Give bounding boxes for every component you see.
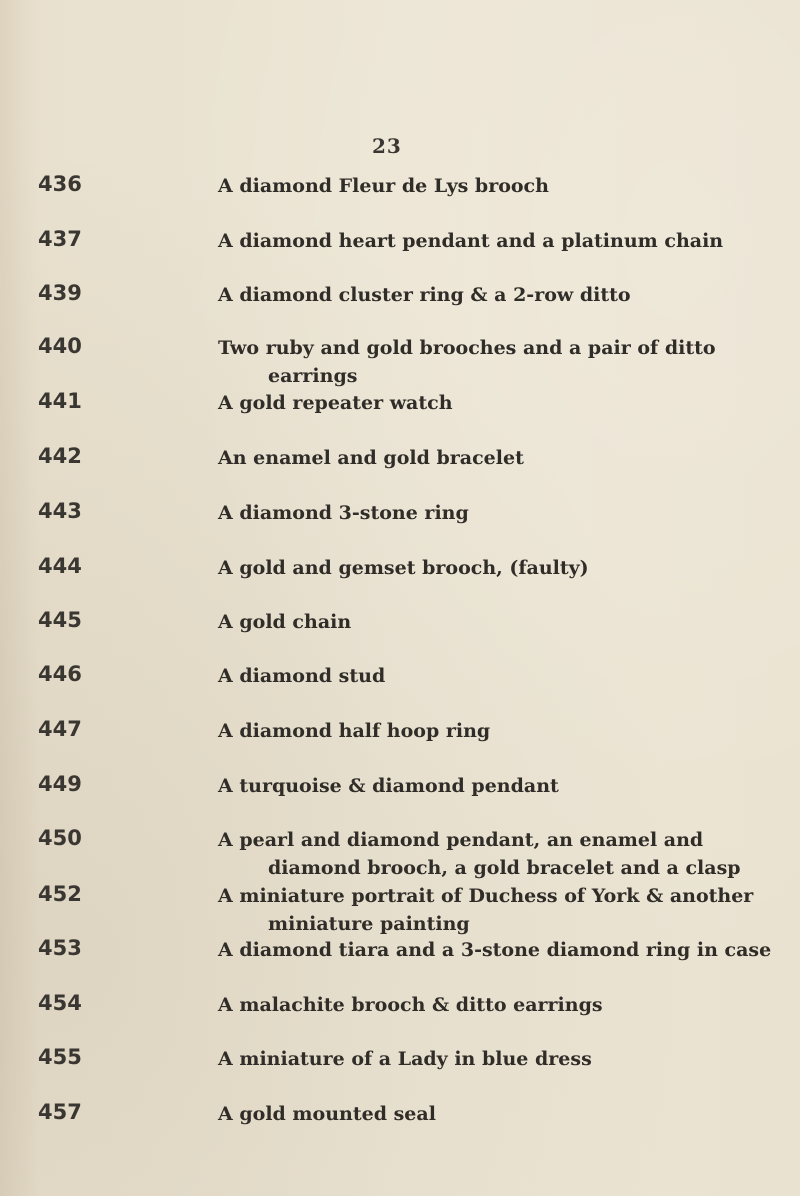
lot-description-line: A gold and gemset brooch, (faulty) bbox=[218, 557, 589, 579]
lot-description bbox=[218, 826, 788, 882]
lot-description-line: A gold repeater watch bbox=[218, 392, 453, 414]
lot-description-line: A diamond tiara and a 3-stone diamond ring in case bbox=[218, 939, 772, 961]
lot-number: 444 bbox=[38, 554, 82, 578]
lot-number: 440 bbox=[38, 334, 82, 358]
lot-number: 449 bbox=[38, 772, 82, 796]
lot-number: 454 bbox=[38, 991, 82, 1015]
lot-description bbox=[218, 717, 788, 745]
lot-description-line: A diamond half hoop ring bbox=[218, 720, 491, 742]
lot-description bbox=[218, 936, 788, 964]
lot-description bbox=[218, 1045, 788, 1073]
lot-number: 446 bbox=[38, 662, 82, 686]
lot-number: 437 bbox=[38, 227, 82, 251]
lot-description bbox=[218, 882, 788, 938]
lot-description-line: A malachite brooch & ditto earrings bbox=[218, 994, 603, 1016]
lot-description-line: A diamond stud bbox=[218, 665, 386, 687]
lot-description-line: A diamond 3-stone ring bbox=[218, 502, 469, 524]
lot-number: 439 bbox=[38, 281, 82, 305]
lot-description-line: A diamond Fleur de Lys brooch bbox=[218, 175, 549, 197]
page-number: 23 bbox=[372, 134, 402, 158]
lot-description bbox=[218, 281, 788, 309]
lot-description-continuation: diamond brooch, a gold bracelet and a clasp bbox=[268, 857, 741, 879]
lot-description-line: Two ruby and gold brooches and a pair of ditto bbox=[218, 337, 716, 359]
lot-description bbox=[218, 334, 788, 390]
lot-number: 457 bbox=[38, 1100, 82, 1124]
lot-number: 443 bbox=[38, 499, 82, 523]
lot-number: 452 bbox=[38, 882, 82, 906]
lot-description bbox=[218, 608, 788, 636]
lot-description bbox=[218, 1100, 788, 1128]
lot-description-line: A diamond cluster ring & a 2-row ditto bbox=[218, 284, 631, 306]
lot-description bbox=[218, 227, 788, 255]
lot-description-line: A miniature portrait of Duchess of York & another bbox=[218, 885, 754, 907]
lot-description-line: A gold chain bbox=[218, 611, 352, 633]
lot-description bbox=[218, 991, 788, 1019]
lot-number: 441 bbox=[38, 389, 82, 413]
lot-description bbox=[218, 554, 788, 582]
lot-number: 450 bbox=[38, 826, 82, 850]
lot-description bbox=[218, 444, 788, 472]
lot-description-line: A miniature of a Lady in blue dress bbox=[218, 1048, 592, 1070]
lot-number: 442 bbox=[38, 444, 82, 468]
lot-description-continuation: miniature painting bbox=[268, 913, 470, 935]
lot-number: 453 bbox=[38, 936, 82, 960]
lot-description-line: A diamond heart pendant and a platinum chain bbox=[218, 230, 724, 252]
lot-description-line: A gold mounted seal bbox=[218, 1103, 436, 1125]
lot-description bbox=[218, 389, 788, 417]
lot-description bbox=[218, 772, 788, 800]
lot-description bbox=[218, 662, 788, 690]
lot-description bbox=[218, 172, 788, 200]
lot-number: 455 bbox=[38, 1045, 82, 1069]
lot-description-line: An enamel and gold bracelet bbox=[218, 447, 524, 469]
lot-number: 445 bbox=[38, 608, 82, 632]
lot-number: 436 bbox=[38, 172, 82, 196]
lot-description-line: A turquoise & diamond pendant bbox=[218, 775, 559, 797]
lot-description-continuation: earrings bbox=[268, 365, 358, 387]
lot-description bbox=[218, 499, 788, 527]
lot-description-line: A pearl and diamond pendant, an enamel and bbox=[218, 829, 704, 851]
lot-number: 447 bbox=[38, 717, 82, 741]
